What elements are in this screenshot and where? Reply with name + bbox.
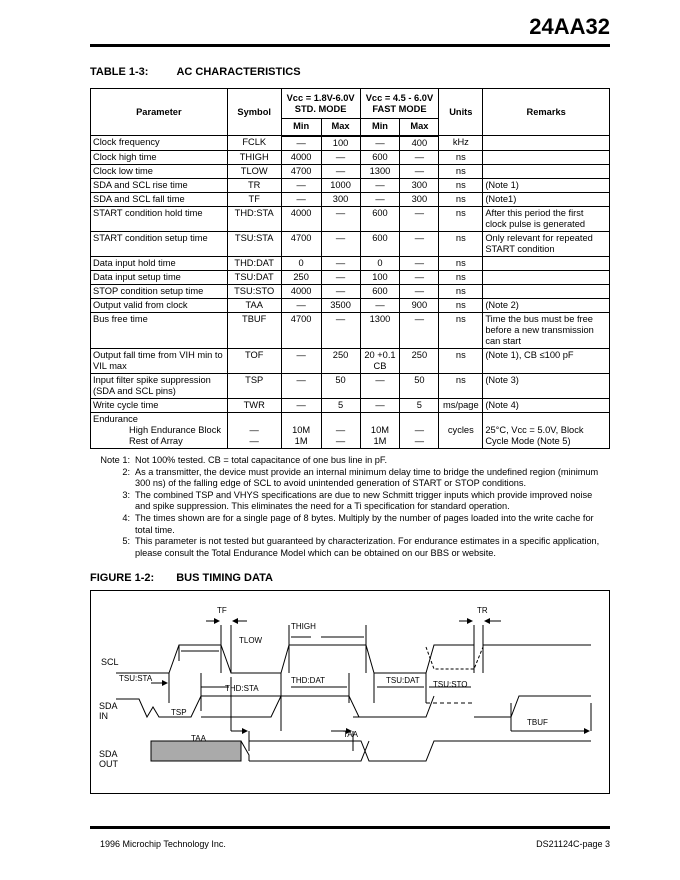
- remarks-cell: [483, 164, 610, 178]
- endurance-units: [439, 412, 483, 448]
- endurance-sym1: —: [249, 424, 259, 435]
- label-scl: SCL: [101, 657, 119, 667]
- units-cell: ns: [439, 231, 483, 256]
- fast-max-cell: 5: [400, 398, 439, 412]
- table-row: [91, 312, 610, 348]
- sda-out-waveform: [241, 741, 591, 761]
- fast-mode-line2: FAST MODE: [372, 103, 427, 114]
- footer-copyright: 1996 Microchip Technology Inc.: [100, 839, 226, 849]
- table-row: [91, 178, 610, 192]
- std-max-cell: 5: [321, 398, 360, 412]
- note-label: 3:: [122, 489, 130, 500]
- units-cell: ms/page: [439, 398, 483, 412]
- remarks-cell: Time the bus must be free before a new transmission can start: [483, 312, 610, 348]
- header-units: Units: [439, 89, 483, 136]
- symbol-cell: THD:DAT: [227, 256, 281, 270]
- note-item: [90, 467, 610, 490]
- fast-max-cell: —: [400, 256, 439, 270]
- scl-waveform: [116, 645, 474, 673]
- std-min-cell: —: [281, 373, 321, 398]
- fast-max-cell: 300: [400, 178, 439, 192]
- header-fast-mode: [360, 89, 439, 119]
- remarks-cell: [483, 256, 610, 270]
- note-label: 2:: [122, 466, 130, 477]
- page-footer: [90, 826, 610, 849]
- std-min-cell: 4000: [281, 206, 321, 231]
- header-rule: [90, 44, 610, 47]
- label-taa-2: TAA: [343, 730, 358, 739]
- fast-min-cell: 100: [360, 270, 400, 284]
- header-fast-min: Min: [360, 119, 400, 136]
- std-max-cell: 1000: [321, 178, 360, 192]
- std-max-cell: —: [321, 270, 360, 284]
- table-row: [91, 231, 610, 256]
- table-title: AC CHARACTERISTICS: [176, 66, 301, 78]
- endurance-remarks: [483, 412, 610, 448]
- ac-characteristics-table: [90, 88, 610, 449]
- fast-min-cell: 1300: [360, 164, 400, 178]
- endurance-fmax2: —: [414, 435, 425, 446]
- fast-max-cell: 900: [400, 298, 439, 312]
- sda-in-waveform: [116, 699, 169, 717]
- units-cell: ns: [439, 373, 483, 398]
- label-taa-1: TAA: [191, 734, 206, 743]
- std-min-cell: 4000: [281, 150, 321, 164]
- fast-max-cell: —: [400, 284, 439, 298]
- header-std-mode: [281, 89, 360, 119]
- table-row: [91, 150, 610, 164]
- units-cell: ns: [439, 178, 483, 192]
- fast-max-cell: 300: [400, 192, 439, 206]
- parameter-cell: Data input hold time: [91, 256, 228, 270]
- parameter-cell: SDA and SCL rise time: [91, 178, 228, 192]
- symbol-cell: TAA: [227, 298, 281, 312]
- fast-min-cell: 0: [360, 256, 400, 270]
- fast-min-cell: 600: [360, 150, 400, 164]
- fast-min-cell: —: [360, 136, 400, 151]
- header-fast-max: Max: [400, 119, 439, 136]
- remarks-cell: (Note1): [483, 192, 610, 206]
- std-min-cell: —: [281, 298, 321, 312]
- fast-max-cell: —: [400, 150, 439, 164]
- fast-min-cell: 1300: [360, 312, 400, 348]
- fast-min-cell: —: [360, 192, 400, 206]
- parameter-cell: Clock frequency: [91, 136, 228, 151]
- remarks-cell: (Note 4): [483, 398, 610, 412]
- note-text: The times shown are for a single page of 8 bytes. Multiply by the number of pages loaded into the write cache for total time.: [135, 512, 594, 535]
- std-min-cell: —: [281, 348, 321, 373]
- parameter-cell: Write cycle time: [91, 398, 228, 412]
- fast-max-cell: —: [400, 231, 439, 256]
- std-max-cell: 3500: [321, 298, 360, 312]
- header-symbol: Symbol: [227, 89, 281, 136]
- std-max-cell: 300: [321, 192, 360, 206]
- parameter-cell: START condition hold time: [91, 206, 228, 231]
- table-row: [91, 373, 610, 398]
- std-max-cell: —: [321, 206, 360, 231]
- note-item: [90, 455, 610, 467]
- table-row: [91, 192, 610, 206]
- remarks-cell: [483, 136, 610, 151]
- parameter-cell: Output valid from clock: [91, 298, 228, 312]
- symbol-cell: THIGH: [227, 150, 281, 164]
- endurance-fmax1: —: [414, 424, 425, 435]
- units-cell: ns: [439, 150, 483, 164]
- symbol-cell: TBUF: [227, 312, 281, 348]
- table-row: [91, 398, 610, 412]
- symbol-cell: FCLK: [227, 136, 281, 151]
- symbol-cell: THD:STA: [227, 206, 281, 231]
- note-item: [90, 536, 610, 559]
- remarks-cell: (Note 1): [483, 178, 610, 192]
- table-notes: [90, 455, 610, 559]
- label-tr: TR: [477, 606, 488, 615]
- symbol-cell: TLOW: [227, 164, 281, 178]
- units-cell: ns: [439, 348, 483, 373]
- parameter-cell: Data input setup time: [91, 270, 228, 284]
- std-max-cell: —: [321, 256, 360, 270]
- header-remarks: Remarks: [483, 89, 610, 136]
- table-row: [91, 256, 610, 270]
- parameter-cell: SDA and SCL fall time: [91, 192, 228, 206]
- std-max-cell: 250: [321, 348, 360, 373]
- units-cell: ns: [439, 298, 483, 312]
- note-text: Not 100% tested. CB = total capacitance of one bus line in pF.: [135, 455, 388, 465]
- endurance-label: Endurance: [93, 413, 138, 424]
- table-row-endurance: [91, 412, 610, 448]
- endurance-symbol: [227, 412, 281, 448]
- fast-min-cell: —: [360, 178, 400, 192]
- endurance-smin2: 1M: [294, 435, 308, 446]
- label-tsp: TSP: [171, 708, 187, 717]
- label-thd-sta: THD:STA: [225, 684, 259, 693]
- units-cell: ns: [439, 312, 483, 348]
- std-max-cell: —: [321, 150, 360, 164]
- endurance-units-text: cycles: [447, 424, 474, 435]
- note-item: [90, 490, 610, 513]
- header-std-max: Max: [321, 119, 360, 136]
- endurance-sym2: —: [249, 435, 259, 446]
- label-tsu-dat: TSU:DAT: [386, 676, 420, 685]
- endurance-fmin1: 10M: [370, 424, 390, 435]
- header-std-min: Min: [281, 119, 321, 136]
- note-label: Note 1:: [100, 455, 130, 465]
- units-cell: ns: [439, 164, 483, 178]
- parameter-cell: Output fall time from VIH min to VIL max: [91, 348, 228, 373]
- std-max-cell: —: [321, 164, 360, 178]
- note-label: 5:: [122, 536, 130, 547]
- table-row: [91, 348, 610, 373]
- std-min-cell: —: [281, 136, 321, 151]
- table-row: [91, 136, 610, 151]
- endurance-parameter: [91, 412, 228, 448]
- label-tsu-sto: TSU:STO: [433, 680, 468, 689]
- symbol-cell: TR: [227, 178, 281, 192]
- units-cell: ns: [439, 256, 483, 270]
- label-tbuf: TBUF: [527, 718, 548, 727]
- footer-page: DS21124C-page 3: [536, 839, 610, 849]
- page-title: 24AA32: [529, 14, 610, 39]
- timing-svg: [91, 591, 609, 793]
- fast-max-cell: —: [400, 270, 439, 284]
- symbol-cell: TWR: [227, 398, 281, 412]
- parameter-cell: Bus free time: [91, 312, 228, 348]
- fast-min-cell: —: [360, 298, 400, 312]
- units-cell: ns: [439, 284, 483, 298]
- remarks-cell: After this period the first clock pulse is generated: [483, 206, 610, 231]
- label-tlow: TLOW: [239, 636, 263, 645]
- endurance-sub1: High Endurance Block: [129, 424, 221, 435]
- sda-out-shaded: [151, 741, 241, 761]
- endurance-remarks-text: 25°C, Vcc = 5.0V, Block Cycle Mode (Note 5): [485, 424, 584, 446]
- note-text: As a transmitter, the device must provide an internal minimum delay time to bridge the undefined region (minimum 300 ns) of the falling edge of SCL to avoid unintended generation of START or STOP conditions.: [135, 466, 599, 489]
- figure-number: FIGURE 1-2:: [90, 572, 155, 584]
- units-cell: ns: [439, 192, 483, 206]
- std-max-cell: 100: [321, 136, 360, 151]
- note-label: 4:: [122, 512, 130, 523]
- label-sda-out-1: SDA: [99, 749, 118, 759]
- std-max-cell: —: [321, 231, 360, 256]
- fast-max-cell: 50: [400, 373, 439, 398]
- fast-min-cell: 600: [360, 231, 400, 256]
- endurance-sub2: Rest of Array: [129, 435, 183, 446]
- label-thigh: THIGH: [291, 622, 316, 631]
- parameter-cell: Clock low time: [91, 164, 228, 178]
- note-text: The combined TSP and VHYS specifications are due to new Schmitt trigger inputs which provide improved noise and spike suppression. This eliminates the need for a Ti specification for standard operation.: [135, 489, 593, 512]
- page-header: [90, 0, 610, 52]
- parameter-cell: STOP condition setup time: [91, 284, 228, 298]
- endurance-fast-min: [360, 412, 400, 448]
- parameter-cell: START condition setup time: [91, 231, 228, 256]
- label-tf: TF: [217, 606, 227, 615]
- table-row: [91, 298, 610, 312]
- table-row: [91, 206, 610, 231]
- remarks-cell: [483, 270, 610, 284]
- symbol-cell: TSU:STA: [227, 231, 281, 256]
- endurance-smax2: —: [335, 435, 346, 446]
- units-cell: ns: [439, 270, 483, 284]
- symbol-cell: TF: [227, 192, 281, 206]
- fast-min-cell: 600: [360, 284, 400, 298]
- fast-max-cell: 400: [400, 136, 439, 151]
- fast-max-cell: —: [400, 312, 439, 348]
- symbol-cell: TSU:DAT: [227, 270, 281, 284]
- endurance-std-min: [281, 412, 321, 448]
- std-min-cell: 250: [281, 270, 321, 284]
- label-sda-in-1: SDA: [99, 701, 118, 711]
- std-mode-line2: STD. MODE: [294, 103, 347, 114]
- remarks-cell: (Note 2): [483, 298, 610, 312]
- fast-min-cell: 20 +0.1 CB: [360, 348, 400, 373]
- std-max-cell: —: [321, 312, 360, 348]
- fast-max-cell: 250: [400, 348, 439, 373]
- table-row: [91, 164, 610, 178]
- remarks-cell: (Note 1), CB ≤100 pF: [483, 348, 610, 373]
- symbol-cell: TSU:STO: [227, 284, 281, 298]
- remarks-cell: [483, 150, 610, 164]
- bus-timing-diagram: [90, 590, 610, 794]
- label-sda-out-2: OUT: [99, 759, 118, 769]
- std-min-cell: 0: [281, 256, 321, 270]
- std-max-cell: —: [321, 284, 360, 298]
- note-text: This parameter is not tested but guaranteed by characterization. For endurance estimates in a specific application, please consult the Total Endurance Model which can be obtained on our BBS or website.: [135, 536, 600, 558]
- table-number: TABLE 1-3:: [90, 66, 149, 78]
- symbol-cell: TSP: [227, 373, 281, 398]
- std-max-cell: 50: [321, 373, 360, 398]
- header-parameter: Parameter: [91, 89, 228, 136]
- note-item: [90, 513, 610, 536]
- label-thd-dat: THD:DAT: [291, 676, 326, 685]
- endurance-std-max: [321, 412, 360, 448]
- std-min-cell: —: [281, 192, 321, 206]
- endurance-fmin2: 1M: [373, 435, 387, 446]
- label-tsu-sta: TSU:STA: [119, 674, 153, 683]
- figure-caption: [90, 572, 295, 584]
- table-row: [91, 284, 610, 298]
- table-caption: [90, 66, 329, 78]
- endurance-smax1: —: [335, 424, 346, 435]
- parameter-cell: Clock high time: [91, 150, 228, 164]
- label-sda-in-2: IN: [99, 711, 108, 721]
- endurance-fast-max: [400, 412, 439, 448]
- fast-max-cell: —: [400, 206, 439, 231]
- parameter-cell: Input filter spike suppression (SDA and SCL pins): [91, 373, 228, 398]
- std-min-cell: 4000: [281, 284, 321, 298]
- std-min-cell: —: [281, 398, 321, 412]
- std-min-cell: 4700: [281, 164, 321, 178]
- table-row: [91, 270, 610, 284]
- fast-min-cell: —: [360, 398, 400, 412]
- std-mode-line1: Vcc = 1.8V-6.0V: [286, 92, 355, 103]
- remarks-cell: [483, 284, 610, 298]
- units-cell: ns: [439, 206, 483, 231]
- remarks-cell: Only relevant for repeated START condition: [483, 231, 610, 256]
- symbol-cell: TOF: [227, 348, 281, 373]
- units-cell: kHz: [439, 136, 483, 151]
- std-min-cell: 4700: [281, 231, 321, 256]
- fast-mode-line1: Vcc = 4.5 - 6.0V: [365, 92, 434, 103]
- remarks-cell: (Note 3): [483, 373, 610, 398]
- fast-min-cell: —: [360, 373, 400, 398]
- figure-title: BUS TIMING DATA: [176, 572, 273, 584]
- endurance-smin1: 10M: [292, 424, 311, 435]
- fast-min-cell: 600: [360, 206, 400, 231]
- std-min-cell: 4700: [281, 312, 321, 348]
- fast-max-cell: —: [400, 164, 439, 178]
- std-min-cell: —: [281, 178, 321, 192]
